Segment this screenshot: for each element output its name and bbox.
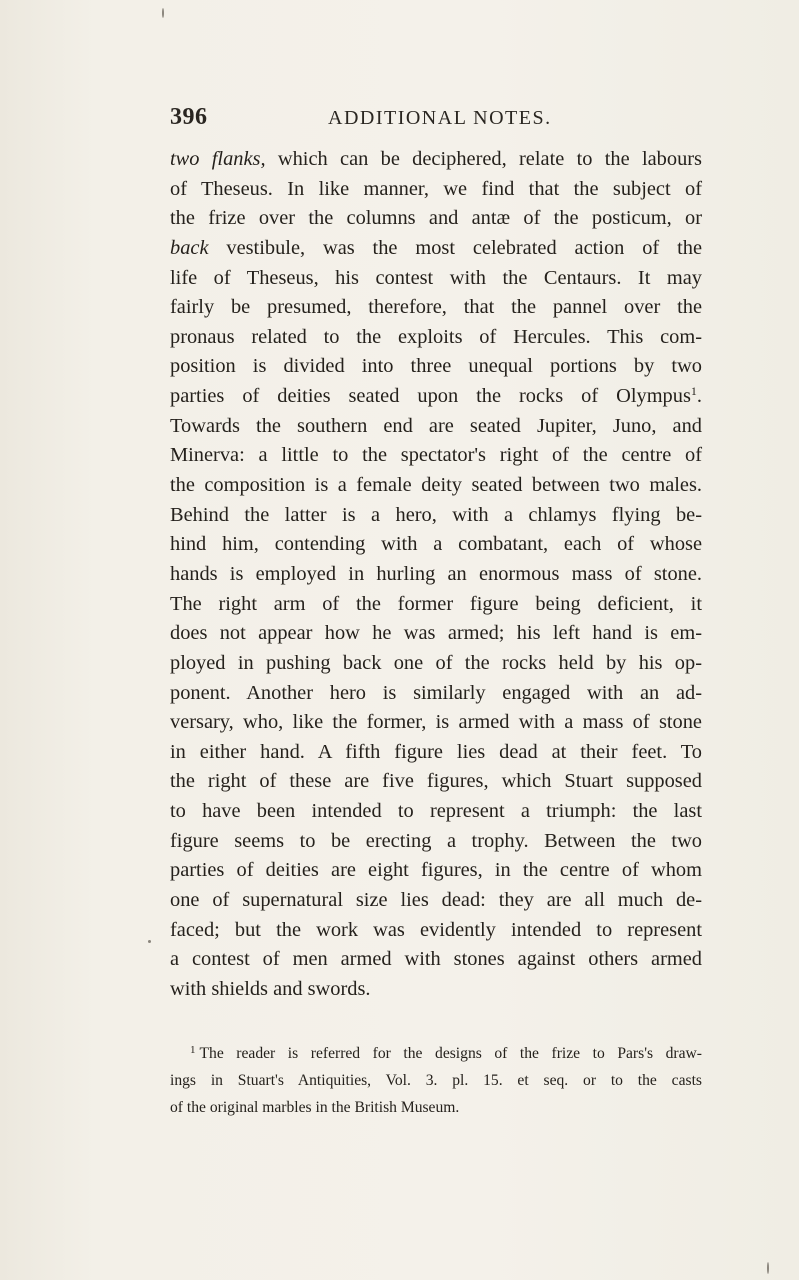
text-run: with shields and swords. xyxy=(170,977,371,1000)
text-line xyxy=(170,560,702,590)
text-run: one of supernatural size lies dead: they are all much de- xyxy=(170,889,702,912)
page-number: 396 xyxy=(170,104,208,130)
text-line xyxy=(170,204,702,234)
text-line xyxy=(170,175,702,205)
text-line xyxy=(170,708,702,738)
text-run: fairly be presumed, therefore, that the pannel over the xyxy=(170,296,702,319)
text-run: life of Theseus, his contest with the Centaurs. It may xyxy=(170,266,702,289)
text-run: The right arm of the former figure being deficient, it xyxy=(170,592,702,615)
text-run: figure seems to be erecting a trophy. Between the two xyxy=(170,829,702,852)
text-line xyxy=(170,679,702,709)
text-run: the composition is a female deity seated between two males. xyxy=(170,474,702,497)
italic-text: two flanks, xyxy=(170,148,266,170)
text-run: ponent. Another hero is similarly engaged with an ad- xyxy=(170,681,702,704)
footnote-line: ings in Stuart's Antiquities, Vol. 3. pl. 15. et seq. or to the casts xyxy=(170,1072,702,1089)
text-line xyxy=(170,352,702,382)
text-line xyxy=(170,945,702,975)
text-line xyxy=(170,649,702,679)
text-run: Behind the latter is a hero, with a chlamys flying be- xyxy=(170,503,702,526)
text-run: Towards the southern end are seated Jupiter, Juno, and xyxy=(170,414,702,437)
italic-text: back xyxy=(170,236,209,259)
text-line xyxy=(170,323,702,353)
text-line xyxy=(170,530,702,560)
paper-speck xyxy=(162,8,164,18)
text-line xyxy=(170,293,702,323)
body-text xyxy=(170,145,702,1005)
text-run: hands is employed in hurling an enormous mass of stone. xyxy=(170,562,702,585)
text-line xyxy=(170,856,702,886)
text-run: hind him, contending with a combatant, each of whose xyxy=(170,533,702,556)
text-run: does not appear how he was armed; his left hand is em- xyxy=(170,622,702,645)
text-run: pronaus related to the exploits of Hercules. This com- xyxy=(170,325,702,348)
text-run: which can be deciphered, relate to the labours xyxy=(265,148,702,170)
text-line xyxy=(170,382,702,412)
text-line xyxy=(170,145,702,175)
text-line xyxy=(170,738,702,768)
text-line xyxy=(170,412,702,442)
text-run: parties of deities seated upon the rocks of Olympus xyxy=(170,385,691,408)
text-run: parties of deities are eight figures, in the centre of whom xyxy=(170,859,702,882)
text-line xyxy=(170,471,702,501)
text-line xyxy=(170,501,702,531)
footnote-line: of the original marbles in the British Museum. xyxy=(170,1099,460,1116)
footnote xyxy=(170,1040,702,1121)
text-run: the right of these are five figures, which Stuart supposed xyxy=(170,770,702,793)
paper-speck xyxy=(148,940,151,943)
paper-speck xyxy=(767,1262,769,1274)
text-run: a contest of men armed with stones against others armed xyxy=(170,948,702,971)
footnote-marker: 1 xyxy=(190,1044,196,1056)
text-run: versary, who, like the former, is armed with a mass of stone xyxy=(170,711,702,734)
text-run: the frize over the columns and antæ of the posticum, or xyxy=(170,207,702,230)
text-run: faced; but the work was evidently intended to represent xyxy=(170,918,702,941)
text-line xyxy=(170,767,702,797)
text-run: . xyxy=(696,385,702,408)
text-line xyxy=(170,975,702,1005)
text-line xyxy=(170,590,702,620)
text-run: Minerva: a little to the spectator's right of the centre of xyxy=(170,444,702,467)
text-line xyxy=(170,916,702,946)
text-line xyxy=(170,234,702,264)
text-run: position is divided into three unequal portions by two xyxy=(170,355,702,378)
footnote-reference: 1 xyxy=(690,384,697,399)
text-line xyxy=(170,827,702,857)
running-head: ADDITIONAL NOTES. xyxy=(328,107,552,129)
text-run: vestibule, was the most celebrated action of the xyxy=(208,236,702,259)
text-run: in either hand. A fifth figure lies dead at their feet. To xyxy=(170,740,702,763)
text-line xyxy=(170,441,702,471)
footnote-line: $^1$ The reader is referred for the designs of the frize to Pars's draw- xyxy=(190,1044,702,1062)
text-line xyxy=(170,797,702,827)
text-run: to have been intended to represent a triumph: the last xyxy=(170,800,702,823)
text-run: of Theseus. In like manner, we find that the subject of xyxy=(170,177,702,200)
text-line xyxy=(170,619,702,649)
text-run: ployed in pushing back one of the rocks held by his op- xyxy=(170,651,702,674)
text-line xyxy=(170,886,702,916)
text-line xyxy=(170,264,702,294)
page-header xyxy=(170,104,710,134)
